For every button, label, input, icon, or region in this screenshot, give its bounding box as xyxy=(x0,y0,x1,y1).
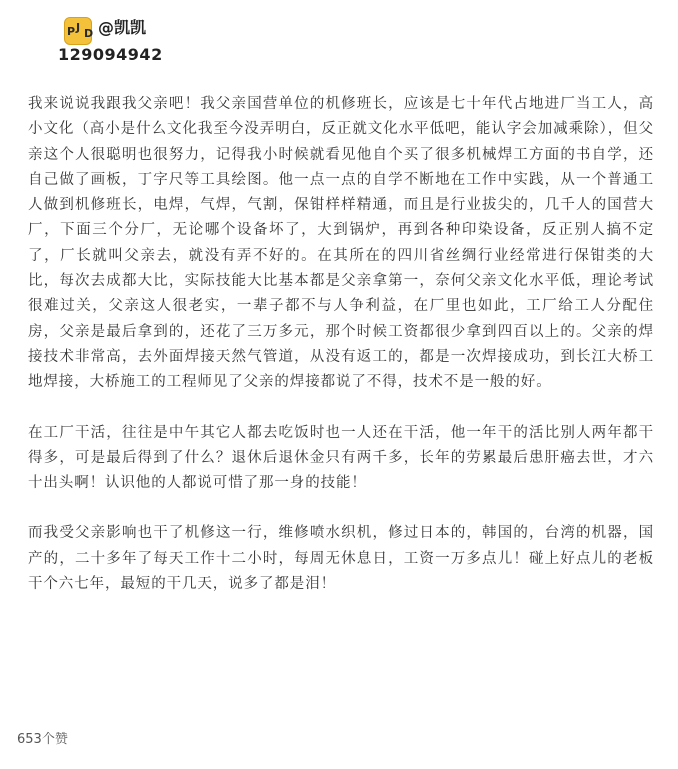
post-header xyxy=(58,14,318,68)
username[interactable]: @凯凯 xyxy=(98,18,147,37)
post-paragraph: 而我受父亲影响也干了机修这一行，维修喷水织机，修过日本的，韩国的，台湾的机器，国产的，二十多年了每天工作十二小时，每周无休息日，工资一万多点儿！碰上好点儿的老板干个六七年，最短的干几天，说多了都是泪！ xyxy=(28,525,654,593)
cartoon-avatar-icon[interactable] xyxy=(64,17,92,45)
post-paragraph: 在工厂干活，往往是中午其它人都去吃饭时也一人还在干活，他一年干的活比别人两年都干得多，可是最后得到了什么？退休后退休金只有两千多，长年的劳累最后患肝癌去世，才六十出头啊！认识他的人都说可惜了那一身的技能！ xyxy=(28,424,654,492)
avatar-glyph: P xyxy=(67,25,76,38)
avatar-glyph: J xyxy=(76,21,81,34)
post-body xyxy=(28,92,654,622)
post-paragraph: 我来说说我跟我父亲吧！我父亲国营单位的机修班长，应该是七十年代占地进厂当工人，高小文化（高小是什么文化我至今没弄明白，反正就文化水平低吧，能认字会加减乘除），但父亲这个人很聪明也很努力，记得我小时候就看见他自个买了很多机械焊工方面的书自学，还自己做了画板，丁字尺等工具绘图。他一点一点的自学不断地在工作中实践，从一个普通工人做到机修班长，电焊，气焊，气割，保钳样样精通，而且是行业拔尖的，几千人的国营大厂，下面三个分厂，无论哪个设备坏了，大到锅炉，再到各种印染设备，反正别人搞不定了，厂长就叫父亲去，就没有弄不好的。在其所在的四川省丝绸行业经常进行保钳类的大比，每次去成都大比，实际技能大比基本都是父亲拿第一，奈何父亲文化水平低，理论考试很难过关，父亲这人很老实，一辈子都不与人争利益，在厂里也如此，工厂给工人分配住房，父亲是最后拿到的，还花了三万多元，那个时候工资都很少拿到四百以上的。父亲的焊接技术非常高，去外面焊接天然气管道，从没有返工的，都是一次焊接成功，到长江大桥工地焊接，大桥施工的工程师见了父亲的焊接都说了不得，技术不是一般的好。 xyxy=(28,96,654,391)
avatar-glyph: D xyxy=(84,27,94,40)
like-count[interactable]: 653个赞 xyxy=(17,732,68,747)
user-id: 129094942 xyxy=(58,45,163,64)
